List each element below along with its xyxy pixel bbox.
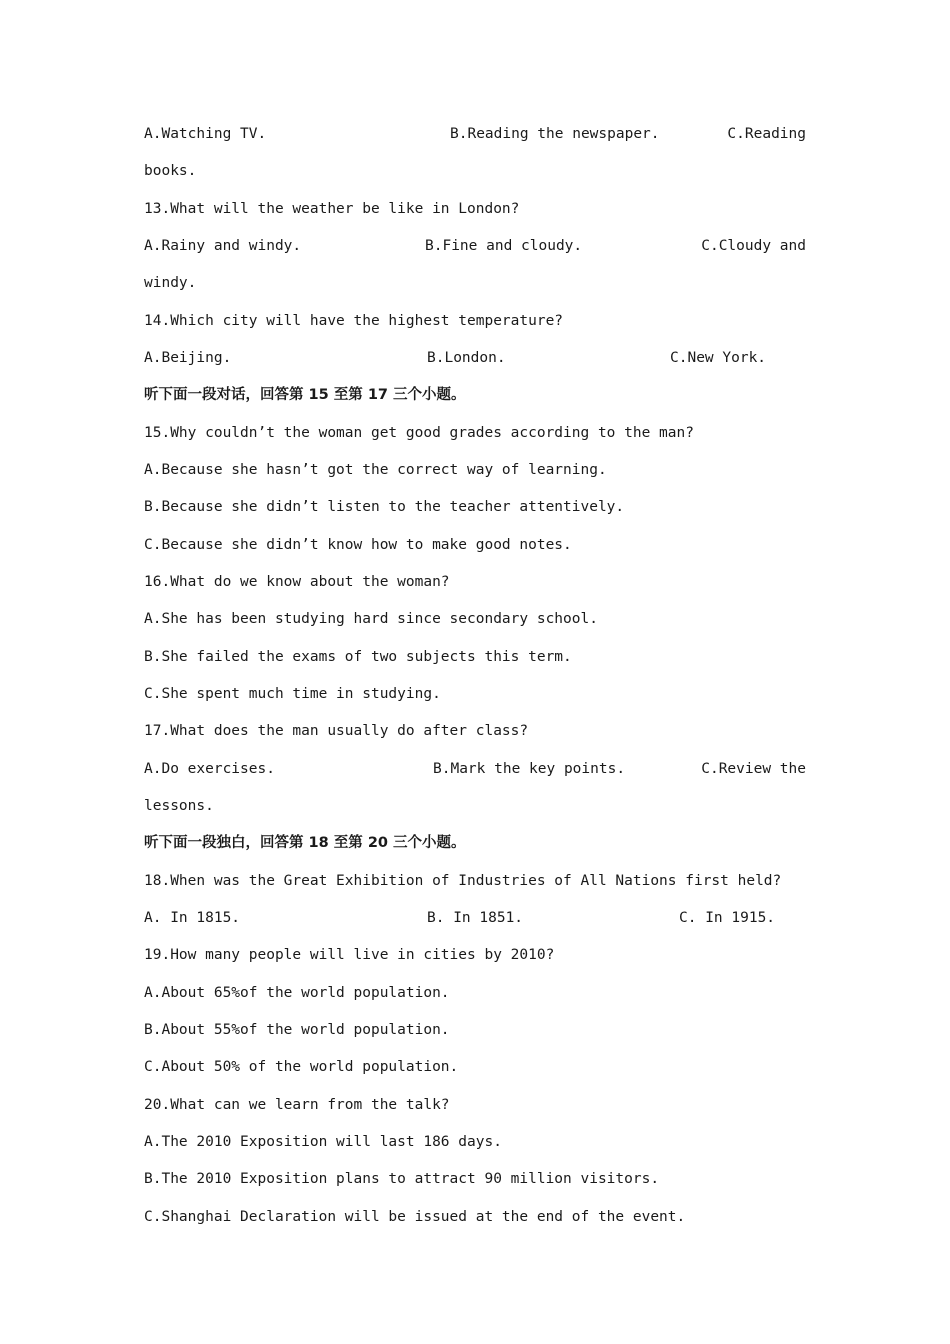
q17-option-c: C.Review the bbox=[701, 761, 806, 777]
q12-option-b: B.Reading the newspaper. bbox=[450, 126, 660, 142]
q16-option-c: C.She spent much time in studying. bbox=[144, 686, 441, 702]
q13-option-c-continuation: windy. bbox=[144, 275, 197, 291]
section-heading-monologue: 听下面一段独白，回答第 18 至第 20 三个小题。 bbox=[144, 835, 466, 851]
q16-question: 16.What do we know about the woman? bbox=[144, 574, 450, 590]
q12-options-row bbox=[144, 123, 806, 145]
section-heading-dialogue: 听下面一段对话，回答第 15 至第 17 三个小题。 bbox=[144, 387, 466, 403]
q14-option-b: B.London. bbox=[427, 350, 506, 366]
q12-option-c: C.Reading bbox=[727, 126, 806, 142]
q12-option-c-continuation: books. bbox=[144, 163, 197, 179]
q17-question: 17.What does the man usually do after class? bbox=[144, 723, 529, 739]
q19-question: 19.How many people will live in cities by 2010? bbox=[144, 947, 555, 963]
q17-options-row bbox=[144, 758, 806, 780]
q13-question: 13.What will the weather be like in London? bbox=[144, 201, 520, 217]
q15-question: 15.Why couldn’t the woman get good grades according to the man? bbox=[144, 425, 694, 441]
q20-question: 20.What can we learn from the talk? bbox=[144, 1097, 450, 1113]
q16-option-a: A.She has been studying hard since secondary school. bbox=[144, 611, 598, 627]
q20-option-c: C.Shanghai Declaration will be issued at the end of the event. bbox=[144, 1209, 686, 1225]
q20-option-b: B.The 2010 Exposition plans to attract 90 million visitors. bbox=[144, 1171, 660, 1187]
q12-option-a: A.Watching TV. bbox=[144, 126, 267, 142]
q18-options-row bbox=[144, 907, 806, 929]
q18-option-a: A. In 1815. bbox=[144, 910, 241, 926]
q18-question: 18.When was the Great Exhibition of Industries of All Nations first held? bbox=[144, 873, 782, 889]
q17-option-a: A.Do exercises. bbox=[144, 761, 275, 777]
q20-option-a: A.The 2010 Exposition will last 186 days. bbox=[144, 1134, 502, 1150]
q13-option-a: A.Rainy and windy. bbox=[144, 238, 302, 254]
q13-option-c: C.Cloudy and bbox=[701, 238, 806, 254]
q14-option-a: A.Beijing. bbox=[144, 350, 232, 366]
q14-option-c: C.New York. bbox=[670, 350, 767, 366]
q15-option-c: C.Because she didn’t know how to make good notes. bbox=[144, 537, 572, 553]
q13-options-row bbox=[144, 235, 806, 257]
q18-option-c: C. In 1915. bbox=[679, 910, 776, 926]
q13-option-b: B.Fine and cloudy. bbox=[425, 238, 583, 254]
q18-option-b: B. In 1851. bbox=[427, 910, 524, 926]
q16-option-b: B.She failed the exams of two subjects this term. bbox=[144, 649, 572, 665]
q19-option-b: B.About 55%of the world population. bbox=[144, 1022, 450, 1038]
q15-option-b: B.Because she didn’t listen to the teacher attentively. bbox=[144, 499, 625, 515]
q14-options-row bbox=[144, 347, 806, 369]
q19-option-a: A.About 65%of the world population. bbox=[144, 985, 450, 1001]
q19-option-c: C.About 50% of the world population. bbox=[144, 1059, 459, 1075]
q17-option-b: B.Mark the key points. bbox=[433, 761, 626, 777]
q17-option-c-continuation: lessons. bbox=[144, 798, 214, 814]
q15-option-a: A.Because she hasn’t got the correct way of learning. bbox=[144, 462, 607, 478]
q14-question: 14.Which city will have the highest temperature? bbox=[144, 313, 564, 329]
